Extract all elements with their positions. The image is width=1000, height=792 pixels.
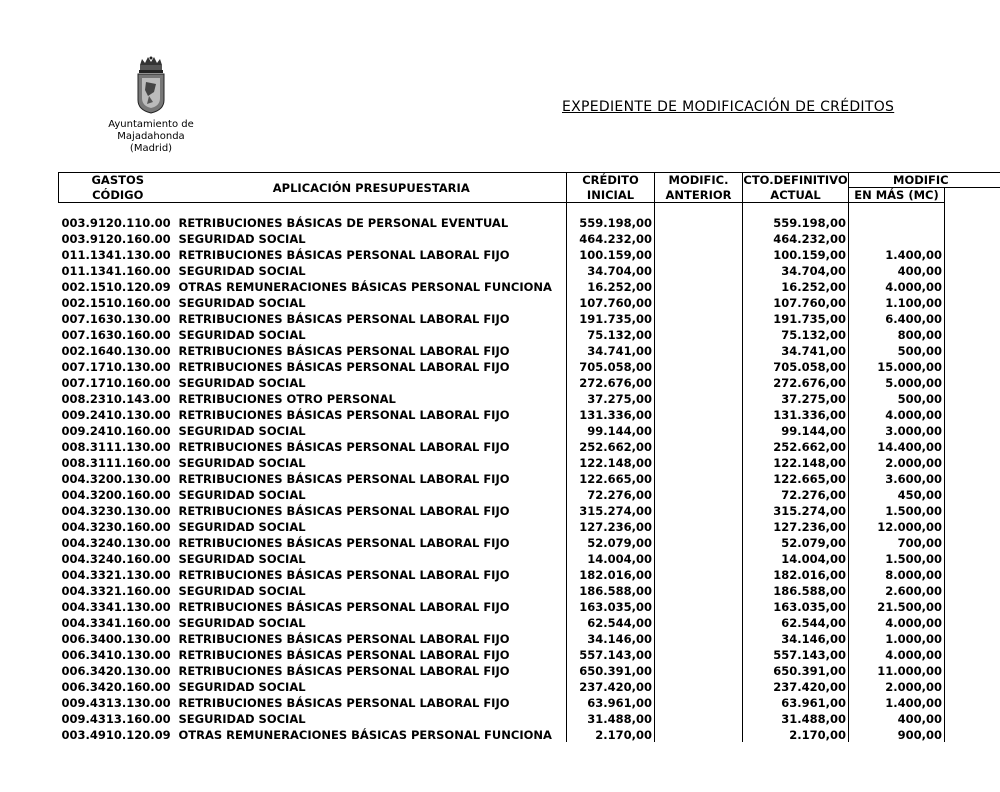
- table-row: [59, 327, 1000, 343]
- row-modif-anterior: [655, 583, 743, 599]
- table-row: [59, 263, 1000, 279]
- row-en-mas: 1.400,00: [849, 247, 945, 263]
- row-cto-definitivo: 2.170,00: [743, 727, 849, 742]
- table-row: [59, 407, 1000, 423]
- spacer-row: [59, 203, 1000, 216]
- row-cto-definitivo: 650.391,00: [743, 663, 849, 679]
- row-cto-definitivo: 34.146,00: [743, 631, 849, 647]
- row-next: [945, 215, 1000, 231]
- row-en-mas: 800,00: [849, 327, 945, 343]
- row-credito-inicial: 31.488,00: [567, 711, 655, 727]
- row-cto-definitivo: 122.665,00: [743, 471, 849, 487]
- row-description: RETRIBUCIONES BÁSICAS DE PERSONAL EVENTUAL: [178, 216, 509, 230]
- table-row: [59, 391, 1000, 407]
- row-description: RETRIBUCIONES BÁSICAS PERSONAL LABORAL FIJO: [178, 248, 510, 262]
- row-code: 009.4313.160.00: [61, 712, 171, 726]
- row-description: RETRIBUCIONES BÁSICAS PERSONAL LABORAL FIJO: [178, 536, 510, 550]
- row-en-mas: 8.000,00: [849, 567, 945, 583]
- row-code: 002.1510.160.00: [61, 296, 171, 310]
- table-row: [59, 295, 1000, 311]
- row-code: 003.9120.110.00: [61, 216, 171, 230]
- row-next: [945, 647, 1000, 663]
- table-row: [59, 583, 1000, 599]
- table-row: [59, 599, 1000, 615]
- row-credito-inicial: 2.170,00: [567, 727, 655, 742]
- table-row: [59, 279, 1000, 295]
- row-cto-definitivo: 252.662,00: [743, 439, 849, 455]
- row-code: 003.9120.160.00: [61, 232, 171, 246]
- row-credito-inicial: 34.741,00: [567, 343, 655, 359]
- row-modif-anterior: [655, 439, 743, 455]
- row-code: 006.3400.130.00: [61, 632, 171, 646]
- row-en-mas: 6.400,00: [849, 311, 945, 327]
- row-credito-inicial: 14.004,00: [567, 551, 655, 567]
- row-credito-inicial: 252.662,00: [567, 439, 655, 455]
- row-credito-inicial: 63.961,00: [567, 695, 655, 711]
- row-credito-inicial: 464.232,00: [567, 231, 655, 247]
- row-next: [945, 311, 1000, 327]
- row-next: [945, 439, 1000, 455]
- col-modif-2: ANTERIOR: [655, 188, 743, 203]
- row-modif-anterior: [655, 279, 743, 295]
- row-next: [945, 263, 1000, 279]
- row-code: 009.2410.160.00: [61, 424, 171, 438]
- row-credito-inicial: 62.544,00: [567, 615, 655, 631]
- row-modif-anterior: [655, 423, 743, 439]
- row-description: RETRIBUCIONES BÁSICAS PERSONAL LABORAL FIJO: [178, 696, 510, 710]
- row-description: SEGURIDAD SOCIAL: [178, 520, 306, 534]
- row-credito-inicial: 131.336,00: [567, 407, 655, 423]
- row-description: SEGURIDAD SOCIAL: [178, 680, 306, 694]
- row-modif-anterior: [655, 695, 743, 711]
- table-row: [59, 503, 1000, 519]
- row-en-mas: 700,00: [849, 535, 945, 551]
- row-credito-inicial: 37.275,00: [567, 391, 655, 407]
- row-code: 011.1341.130.00: [61, 248, 171, 262]
- row-next: [945, 407, 1000, 423]
- row-next: [945, 231, 1000, 247]
- table-row: [59, 567, 1000, 583]
- table-row: [59, 679, 1000, 695]
- col-codigo: CÓDIGO: [59, 188, 177, 203]
- table-row: [59, 311, 1000, 327]
- col-modific-group: [849, 173, 1000, 188]
- table-row: [59, 471, 1000, 487]
- row-next: [945, 279, 1000, 295]
- row-modif-anterior: [655, 391, 743, 407]
- table-row: [59, 519, 1000, 535]
- row-credito-inicial: 34.704,00: [567, 263, 655, 279]
- row-description: SEGURIDAD SOCIAL: [178, 376, 306, 390]
- row-modif-anterior: [655, 711, 743, 727]
- row-credito-inicial: 72.276,00: [567, 487, 655, 503]
- row-code: 002.1640.130.00: [61, 344, 171, 358]
- row-en-mas: 1.000,00: [849, 631, 945, 647]
- table-row: [59, 359, 1000, 375]
- row-modif-anterior: [655, 215, 743, 231]
- row-en-mas: 500,00: [849, 343, 945, 359]
- row-next: [945, 679, 1000, 695]
- row-modif-anterior: [655, 631, 743, 647]
- row-modif-anterior: [655, 327, 743, 343]
- row-cto-definitivo: 99.144,00: [743, 423, 849, 439]
- table-row: [59, 695, 1000, 711]
- row-modif-anterior: [655, 407, 743, 423]
- row-en-mas: 1.400,00: [849, 695, 945, 711]
- row-next: [945, 599, 1000, 615]
- row-credito-inicial: 191.735,00: [567, 311, 655, 327]
- row-credito-inicial: 705.058,00: [567, 359, 655, 375]
- row-cto-definitivo: 63.961,00: [743, 695, 849, 711]
- row-modif-anterior: [655, 295, 743, 311]
- row-next: [945, 583, 1000, 599]
- row-modif-anterior: [655, 375, 743, 391]
- row-next: [945, 535, 1000, 551]
- row-en-mas: 3.600,00: [849, 471, 945, 487]
- municipality-line: Majadahonda: [117, 131, 185, 142]
- row-credito-inicial: 99.144,00: [567, 423, 655, 439]
- row-next: [945, 615, 1000, 631]
- row-code: 004.3321.160.00: [61, 584, 171, 598]
- row-next: [945, 295, 1000, 311]
- row-en-mas: 21.500,00: [849, 599, 945, 615]
- row-next: [945, 503, 1000, 519]
- row-en-mas: 400,00: [849, 263, 945, 279]
- table-row: [59, 535, 1000, 551]
- row-description: RETRIBUCIONES BÁSICAS PERSONAL LABORAL FIJO: [178, 440, 510, 454]
- row-code: 007.1630.130.00: [61, 312, 171, 326]
- row-en-mas: 1.500,00: [849, 503, 945, 519]
- row-description: SEGURIDAD SOCIAL: [178, 456, 306, 470]
- row-modif-anterior: [655, 343, 743, 359]
- row-en-mas: 14.400,00: [849, 439, 945, 455]
- row-description: RETRIBUCIONES BÁSICAS PERSONAL LABORAL FIJO: [178, 344, 510, 358]
- row-cto-definitivo: 100.159,00: [743, 247, 849, 263]
- row-code: 009.2410.130.00: [61, 408, 171, 422]
- table-row: [59, 711, 1000, 727]
- row-modif-anterior: [655, 535, 743, 551]
- row-cto-definitivo: 75.132,00: [743, 327, 849, 343]
- row-code: 004.3230.130.00: [61, 504, 171, 518]
- col-modific-label: MODIFIC: [893, 173, 949, 187]
- row-cto-definitivo: 191.735,00: [743, 311, 849, 327]
- row-credito-inicial: 182.016,00: [567, 567, 655, 583]
- row-cto-definitivo: 464.232,00: [743, 231, 849, 247]
- row-en-mas: 500,00: [849, 391, 945, 407]
- row-cto-definitivo: 107.760,00: [743, 295, 849, 311]
- row-description: RETRIBUCIONES BÁSICAS PERSONAL LABORAL FIJO: [178, 600, 510, 614]
- row-modif-anterior: [655, 359, 743, 375]
- row-en-mas: [849, 231, 945, 247]
- row-description: SEGURIDAD SOCIAL: [178, 232, 306, 246]
- row-credito-inicial: 557.143,00: [567, 647, 655, 663]
- row-cto-definitivo: 122.148,00: [743, 455, 849, 471]
- row-modif-anterior: [655, 247, 743, 263]
- row-en-mas: [849, 215, 945, 231]
- row-credito-inicial: 186.588,00: [567, 583, 655, 599]
- table-row: [59, 231, 1000, 247]
- col-modif-1: MODIFIC.: [655, 173, 743, 188]
- row-cto-definitivo: 131.336,00: [743, 407, 849, 423]
- row-code: 008.3111.130.00: [61, 440, 171, 454]
- row-en-mas: 4.000,00: [849, 279, 945, 295]
- col-en-mas: EN MÁS (MC): [849, 188, 945, 203]
- row-modif-anterior: [655, 471, 743, 487]
- table-row: [59, 551, 1000, 567]
- row-en-mas: 450,00: [849, 487, 945, 503]
- row-description: RETRIBUCIONES BÁSICAS PERSONAL LABORAL FIJO: [178, 632, 510, 646]
- row-modif-anterior: [655, 311, 743, 327]
- row-code: 007.1630.160.00: [61, 328, 171, 342]
- row-en-mas: 15.000,00: [849, 359, 945, 375]
- row-cto-definitivo: 237.420,00: [743, 679, 849, 695]
- row-credito-inicial: 16.252,00: [567, 279, 655, 295]
- table-row: [59, 215, 1000, 231]
- row-credito-inicial: 107.760,00: [567, 295, 655, 311]
- row-description: OTRAS REMUNERACIONES BÁSICAS PERSONAL FUNCIONA: [178, 280, 552, 294]
- row-modif-anterior: [655, 487, 743, 503]
- row-en-mas: 4.000,00: [849, 647, 945, 663]
- row-code: 002.1510.120.09: [61, 280, 171, 294]
- row-next: [945, 727, 1000, 742]
- row-next: [945, 247, 1000, 263]
- row-next: [945, 487, 1000, 503]
- row-next: [945, 711, 1000, 727]
- row-cto-definitivo: 163.035,00: [743, 599, 849, 615]
- row-en-mas: 1.500,00: [849, 551, 945, 567]
- row-en-mas: 4.000,00: [849, 407, 945, 423]
- row-cto-definitivo: 31.488,00: [743, 711, 849, 727]
- row-cto-definitivo: 272.676,00: [743, 375, 849, 391]
- row-cto-definitivo: 186.588,00: [743, 583, 849, 599]
- table-row: [59, 455, 1000, 471]
- row-description: RETRIBUCIONES BÁSICAS PERSONAL LABORAL FIJO: [178, 360, 510, 374]
- row-credito-inicial: 122.665,00: [567, 471, 655, 487]
- document-title: EXPEDIENTE DE MODIFICACIÓN DE CRÉDITOS: [562, 99, 895, 115]
- row-credito-inicial: 100.159,00: [567, 247, 655, 263]
- table-row: [59, 487, 1000, 503]
- row-description: SEGURIDAD SOCIAL: [178, 616, 306, 630]
- row-modif-anterior: [655, 519, 743, 535]
- row-description: RETRIBUCIONES BÁSICAS PERSONAL LABORAL FIJO: [178, 568, 510, 582]
- table-row: [59, 647, 1000, 663]
- row-credito-inicial: 650.391,00: [567, 663, 655, 679]
- table-row: [59, 439, 1000, 455]
- row-credito-inicial: 315.274,00: [567, 503, 655, 519]
- row-en-mas: 1.100,00: [849, 295, 945, 311]
- table-row: [59, 423, 1000, 439]
- row-code: 004.3321.130.00: [61, 568, 171, 582]
- row-description: RETRIBUCIONES BÁSICAS PERSONAL LABORAL FIJO: [178, 408, 510, 422]
- row-en-mas: 2.600,00: [849, 583, 945, 599]
- row-code: 004.3200.160.00: [61, 488, 171, 502]
- row-modif-anterior: [655, 599, 743, 615]
- col-definitivo-2: ACTUAL: [743, 188, 849, 203]
- row-code: 004.3240.130.00: [61, 536, 171, 550]
- row-cto-definitivo: 127.236,00: [743, 519, 849, 535]
- row-modif-anterior: [655, 231, 743, 247]
- row-description: SEGURIDAD SOCIAL: [178, 488, 306, 502]
- row-description: SEGURIDAD SOCIAL: [178, 584, 306, 598]
- row-code: 004.3341.160.00: [61, 616, 171, 630]
- row-description: SEGURIDAD SOCIAL: [178, 264, 306, 278]
- row-en-mas: 12.000,00: [849, 519, 945, 535]
- row-credito-inicial: 34.146,00: [567, 631, 655, 647]
- row-cto-definitivo: 557.143,00: [743, 647, 849, 663]
- row-cto-definitivo: 559.198,00: [743, 215, 849, 231]
- row-modif-anterior: [655, 679, 743, 695]
- row-credito-inicial: 75.132,00: [567, 327, 655, 343]
- row-cto-definitivo: 34.741,00: [743, 343, 849, 359]
- row-next: [945, 551, 1000, 567]
- row-next: [945, 455, 1000, 471]
- row-code: 004.3230.160.00: [61, 520, 171, 534]
- row-cto-definitivo: 37.275,00: [743, 391, 849, 407]
- row-cto-definitivo: 182.016,00: [743, 567, 849, 583]
- row-description: RETRIBUCIONES BÁSICAS PERSONAL LABORAL FIJO: [178, 472, 510, 486]
- row-modif-anterior: [655, 615, 743, 631]
- row-description: SEGURIDAD SOCIAL: [178, 328, 306, 342]
- row-description: RETRIBUCIONES BÁSICAS PERSONAL LABORAL FIJO: [178, 504, 510, 518]
- row-code: 006.3410.130.00: [61, 648, 171, 662]
- row-description: SEGURIDAD SOCIAL: [178, 552, 306, 566]
- row-en-mas: 2.000,00: [849, 455, 945, 471]
- row-modif-anterior: [655, 503, 743, 519]
- row-credito-inicial: 52.079,00: [567, 535, 655, 551]
- row-next: [945, 631, 1000, 647]
- row-description: SEGURIDAD SOCIAL: [178, 296, 306, 310]
- row-en-mas: 400,00: [849, 711, 945, 727]
- row-cto-definitivo: 16.252,00: [743, 279, 849, 295]
- row-description: RETRIBUCIONES BÁSICAS PERSONAL LABORAL FIJO: [178, 648, 510, 662]
- row-credito-inicial: 122.148,00: [567, 455, 655, 471]
- col-gastos: GASTOS: [59, 173, 177, 188]
- col-definitivo-1: CTO.DEFINITIVO: [743, 173, 848, 188]
- row-description: RETRIBUCIONES OTRO PERSONAL: [178, 392, 396, 406]
- row-cto-definitivo: 72.276,00: [743, 487, 849, 503]
- row-next: [945, 327, 1000, 343]
- row-modif-anterior: [655, 727, 743, 742]
- row-next: [945, 695, 1000, 711]
- row-code: 006.3420.160.00: [61, 680, 171, 694]
- row-cto-definitivo: 14.004,00: [743, 551, 849, 567]
- row-cto-definitivo: 705.058,00: [743, 359, 849, 375]
- row-description: SEGURIDAD SOCIAL: [178, 424, 306, 438]
- row-cto-definitivo: 52.079,00: [743, 535, 849, 551]
- table-row: [59, 247, 1000, 263]
- municipality-line: (Madrid): [129, 143, 173, 154]
- row-modif-anterior: [655, 455, 743, 471]
- row-description: OTRAS REMUNERACIONES BÁSICAS PERSONAL FUNCIONA: [178, 728, 552, 742]
- row-en-mas: 4.000,00: [849, 615, 945, 631]
- row-cto-definitivo: 315.274,00: [743, 503, 849, 519]
- row-code: 007.1710.130.00: [61, 360, 171, 374]
- table-row: [59, 631, 1000, 647]
- row-code: 011.1341.160.00: [61, 264, 171, 278]
- row-credito-inicial: 237.420,00: [567, 679, 655, 695]
- credit-modification-table: [58, 172, 1000, 742]
- table-row: [59, 663, 1000, 679]
- row-next: [945, 375, 1000, 391]
- row-en-mas: 2.000,00: [849, 679, 945, 695]
- col-next: [945, 188, 1000, 203]
- row-description: RETRIBUCIONES BÁSICAS PERSONAL LABORAL FIJO: [178, 312, 510, 326]
- row-next: [945, 391, 1000, 407]
- table-row: [59, 343, 1000, 359]
- row-code: 008.2310.143.00: [61, 392, 171, 406]
- row-credito-inicial: 559.198,00: [567, 215, 655, 231]
- col-aplicacion: APLICACIÓN PRESUPUESTARIA: [177, 173, 567, 203]
- row-next: [945, 343, 1000, 359]
- municipality-line: Ayuntamiento de: [108, 119, 194, 130]
- row-credito-inicial: 163.035,00: [567, 599, 655, 615]
- row-next: [945, 471, 1000, 487]
- row-credito-inicial: 272.676,00: [567, 375, 655, 391]
- row-cto-definitivo: 62.544,00: [743, 615, 849, 631]
- coat-of-arms-logo: [134, 56, 168, 114]
- row-code: 006.3420.130.00: [61, 664, 171, 678]
- row-code: 004.3240.160.00: [61, 552, 171, 566]
- row-code: 008.3111.160.00: [61, 456, 171, 470]
- table-row: [59, 727, 1000, 742]
- row-modif-anterior: [655, 263, 743, 279]
- table-row: [59, 615, 1000, 631]
- row-cto-definitivo: 34.704,00: [743, 263, 849, 279]
- row-next: [945, 567, 1000, 583]
- row-next: [945, 423, 1000, 439]
- row-en-mas: 3.000,00: [849, 423, 945, 439]
- row-modif-anterior: [655, 663, 743, 679]
- table-row: [59, 375, 1000, 391]
- row-modif-anterior: [655, 567, 743, 583]
- row-en-mas: 11.000,00: [849, 663, 945, 679]
- row-modif-anterior: [655, 551, 743, 567]
- col-credito-2: INICIAL: [567, 188, 655, 203]
- row-description: RETRIBUCIONES BÁSICAS PERSONAL LABORAL FIJO: [178, 664, 510, 678]
- row-en-mas: 900,00: [849, 727, 945, 742]
- row-modif-anterior: [655, 647, 743, 663]
- row-next: [945, 519, 1000, 535]
- row-en-mas: 5.000,00: [849, 375, 945, 391]
- row-code: 004.3200.130.00: [61, 472, 171, 486]
- col-credito-1: CRÉDITO: [567, 173, 655, 188]
- row-next: [945, 663, 1000, 679]
- row-description: SEGURIDAD SOCIAL: [178, 712, 306, 726]
- row-code: 004.3341.130.00: [61, 600, 171, 614]
- municipality-name: [92, 119, 210, 155]
- row-code: 007.1710.160.00: [61, 376, 171, 390]
- row-code: 003.4910.120.09: [61, 728, 171, 742]
- row-code: 009.4313.130.00: [61, 696, 171, 710]
- row-credito-inicial: 127.236,00: [567, 519, 655, 535]
- row-next: [945, 359, 1000, 375]
